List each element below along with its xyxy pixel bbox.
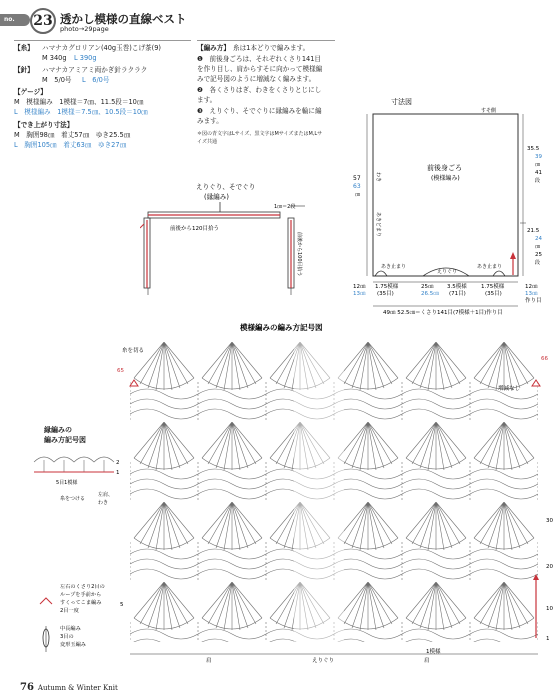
- row-number: 10: [546, 606, 553, 612]
- shoulder-label-left: 肩: [206, 658, 212, 664]
- upper-rows-m: 41: [535, 170, 542, 176]
- row-number: 1: [546, 636, 550, 642]
- method-line: みます。: [197, 117, 223, 125]
- row-number: 30: [546, 518, 553, 524]
- divider: [197, 40, 335, 41]
- header-no-label: no.: [4, 16, 15, 23]
- needle-heading: 【針】: [14, 66, 34, 74]
- center-width-m: 25㎝: [421, 284, 434, 290]
- needle-size-m: M 5/0号: [42, 76, 72, 84]
- row-number-top: 66: [541, 356, 548, 362]
- edging-chart: [30, 450, 130, 510]
- legend-text: 3目の: [60, 634, 74, 640]
- center-stitches: (71目): [449, 291, 466, 297]
- gauge-m: M 模様編み 1模様＝7㎝、11.5段＝10㎝: [14, 98, 144, 106]
- left-width-l: 13㎝: [353, 291, 366, 297]
- method-line: ❶ 前後身ごろは、それぞれくさり141目: [197, 55, 321, 63]
- method-yarn-note: 糸は1本どりで編みます。: [233, 44, 310, 52]
- row-number-top-left: 65: [117, 368, 124, 374]
- method-line: ❷ 各くさりはぎ、わきをくさりとじにし: [197, 86, 322, 94]
- shoulder-label-right: 肩: [424, 658, 430, 664]
- total-foundation: 49㎝ 52.5㎝＝くさり141目(7模様＋1目)作り目: [383, 310, 503, 316]
- edging-row-2: 2: [116, 460, 120, 466]
- left-repeat: 1.75模様: [375, 284, 399, 290]
- side-seam-label: わき: [98, 500, 109, 506]
- edging-pickup-side: 前後から100目拾う: [296, 232, 302, 277]
- upper-height-unit: ㎝: [535, 162, 541, 168]
- method-heading: 【編み方】: [197, 44, 230, 52]
- pattern-chart-title: 模様編みの編み方記号図: [240, 323, 323, 332]
- footer-text: Autumn & Winter Knit: [37, 684, 118, 692]
- body-stitch-label: (模様編み): [431, 175, 460, 182]
- gauge-heading: 【ゲージ】: [14, 88, 47, 96]
- lower-rows-m: 25: [535, 252, 542, 258]
- cut-yarn-label: 糸を切る: [122, 348, 145, 354]
- legend-text: 左右のくさり2目の: [60, 584, 105, 590]
- height-m: 57: [353, 175, 361, 182]
- edging-row-1: 1: [116, 470, 120, 476]
- size-l: L 胸囲105㎝ 着丈63㎝ ゆき27㎝: [14, 141, 127, 149]
- size-chart-title: 寸法図: [391, 98, 412, 106]
- edging-sublabel: (縁編み): [204, 193, 229, 201]
- legend-text: 2目一度: [60, 608, 79, 614]
- legend-text: ループを手前から: [60, 592, 102, 598]
- row-number: 20: [546, 564, 553, 570]
- side-note: あきどまり: [375, 212, 381, 238]
- needle-size-l: L 6/0号: [82, 76, 110, 84]
- yarn-heading: 【糸】: [14, 44, 34, 52]
- body-label: 前後身ごろ: [427, 164, 462, 172]
- edging-chart-title: 縁編みの: [44, 426, 72, 434]
- right-stitches: (35目): [485, 291, 502, 297]
- page-number: 76: [20, 682, 34, 693]
- method-line: を作り目し、肩からすそに向かって模様編: [197, 65, 323, 73]
- photo-reference: photo→29page: [60, 25, 109, 33]
- edging-label: えりぐり、そでぐり: [196, 183, 256, 191]
- page-title: 透かし模様の直線ベスト: [60, 12, 187, 26]
- method-line: ます。: [197, 96, 217, 104]
- neckline-label: えりぐり: [437, 269, 458, 275]
- side-label: わき: [375, 172, 381, 183]
- yarn-name: ハマナカグロリアン(40g玉巻)こげ茶(9): [42, 44, 161, 52]
- gauge-l: L 模様編み 1模様＝7.5㎝、10.5段＝10㎝: [14, 108, 148, 116]
- no-shaping-note: 増減なし: [498, 386, 521, 392]
- upper-height-l: 39: [535, 154, 542, 160]
- center-repeat: 3.5模様: [447, 284, 467, 290]
- height-l: 63: [353, 183, 361, 190]
- center-width-l: 26.5㎝: [421, 291, 439, 297]
- legend-text: すくってこま編み: [60, 600, 102, 606]
- height-unit: ㎝: [355, 192, 361, 198]
- color-note: ＊図の青文字はLサイズ、黒文字はMサイズまたはM,Lサ: [197, 131, 323, 137]
- foundation-note: 作り目: [525, 298, 542, 304]
- pattern-number: 23: [30, 8, 56, 34]
- edging-row-note: 1㎝＝2段: [274, 204, 296, 210]
- stitch-legend: [26, 584, 126, 674]
- upper-rows-unit: 段: [535, 178, 541, 184]
- right-width-m: 12㎝: [525, 284, 538, 290]
- method-line: ❸ えりぐり、そでぐりに縁編みを輪に編: [197, 107, 322, 115]
- lower-rows-unit: 段: [535, 260, 541, 266]
- needle-name: ハマナカアミアミ両かぎ針ラクラク: [42, 66, 148, 74]
- edging-diagram: [140, 180, 330, 300]
- neckline-label: えりぐり: [312, 658, 335, 664]
- size-heading: 【でき上がり寸法】: [14, 121, 74, 129]
- hem-side-label: すそ側: [481, 108, 497, 114]
- page-footer: [20, 682, 118, 693]
- size-chart: [337, 92, 559, 317]
- lower-height-m: 21.5: [527, 228, 540, 234]
- lower-height-unit: ㎝: [535, 244, 541, 250]
- slit-label-left: あき止まり: [381, 264, 407, 270]
- slit-label-right: あき止まり: [477, 264, 503, 270]
- repeat-label: 1模様: [426, 649, 441, 655]
- yarn-amount-l: L 390g: [74, 54, 97, 62]
- method-line: みで記号図のように増減なく編みます。: [197, 75, 316, 83]
- divider: [14, 40, 191, 41]
- attach-yarn-label: 糸をつける: [60, 496, 86, 502]
- edging-repeat: 5目1模様: [56, 480, 78, 486]
- right-width-l: 13㎝: [525, 291, 538, 297]
- color-note: イズ共通: [197, 139, 217, 145]
- yarn-amount-m: M 340g: [42, 54, 67, 62]
- size-m: M 胸囲98㎝ 着丈57㎝ ゆき25.5㎝: [14, 131, 131, 139]
- upper-height-m: 35.5: [527, 146, 540, 152]
- edging-pickup-label: 前後から120目拾う: [170, 226, 219, 232]
- row-number: 5: [120, 602, 124, 608]
- left-width-m: 12㎝: [353, 284, 366, 290]
- left-stitches: (35目): [377, 291, 394, 297]
- right-repeat: 1.75模様: [481, 284, 505, 290]
- legend-text: 変形玉編み: [60, 642, 86, 648]
- shoulder-label: 左肩、: [98, 492, 114, 498]
- legend-text: 中長編み: [60, 626, 81, 632]
- edging-chart-subtitle: 編み方記号図: [44, 436, 86, 444]
- lower-height-l: 24: [535, 236, 542, 242]
